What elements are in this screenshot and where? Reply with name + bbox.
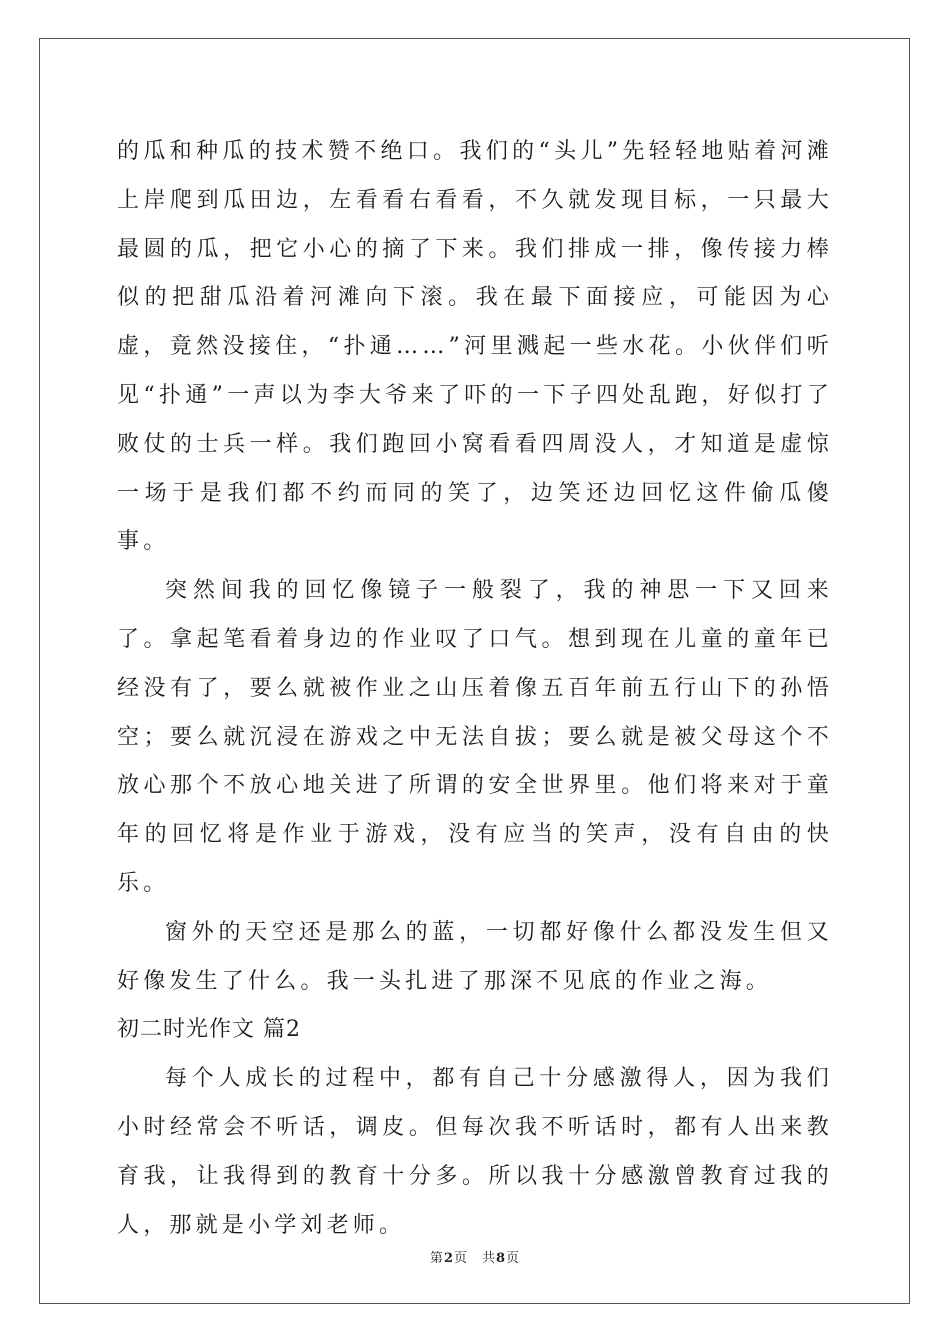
section-heading: 初二时光作文 篇2: [117, 1017, 301, 1043]
paragraph-4: 每个人成长的过程中，都有自己十分感激得人，因为我们小时经常会不听话，调皮。但每次我不听话时，都有人出来教育我，让我得到的教育十分多。所以我十分感激曾教育过我的人，那就是小学刘老师。: [117, 1066, 833, 1238]
document-body: [117, 128, 833, 1250]
footer-middle: 页 共: [453, 1251, 496, 1266]
paragraph-3: 窗外的天空还是那么的蓝，一切都好像什么都没发生但又好像发生了什么。我一头扎进了那深不见底的作业之海。: [117, 919, 833, 994]
page-footer: [0, 1247, 950, 1266]
paragraph-1: 的瓜和种瓜的技术赞不绝口。我们的“头儿”先轻轻地贴着河滩上岸爬到瓜田边，左看看右看看，不久就发现目标，一只最大最圆的瓜，把它小心的摘了下来。我们排成一排，像传接力棒似的把甜瓜沿着河滩向下滚。我在最下面接应，可能因为心虚，竟然没接住，“扑通……”河里溅起一些水花。小伙伴们听见“扑通”一声以为李大爷来了吓的一下子四处乱跑，好似打了败仗的士兵一样。我们跑回小窝看看四周没人，才知道是虚惊一场于是我们都不约而同的笑了，边笑还边回忆这件偷瓜傻事。: [117, 139, 833, 555]
paragraph-2: 突然间我的回忆像镜子一般裂了，我的神思一下又回来了。拿起笔看着身边的作业叹了口气。想到现在儿童的童年已经没有了，要么就被作业之山压着像五百年前五行山下的孙悟空；要么就沉浸在游戏之中无法自拔；要么就是被父母这个不放心那个不放心地关进了所谓的安全世界里。他们将来对于童年的回忆将是作业于游戏，没有应当的笑声，没有自由的快乐。: [117, 578, 833, 896]
footer-total-pages: 8: [496, 1251, 507, 1266]
footer-prefix: 第: [429, 1251, 444, 1266]
footer-page-number: 2: [443, 1251, 454, 1266]
footer-suffix: 页: [506, 1251, 521, 1266]
